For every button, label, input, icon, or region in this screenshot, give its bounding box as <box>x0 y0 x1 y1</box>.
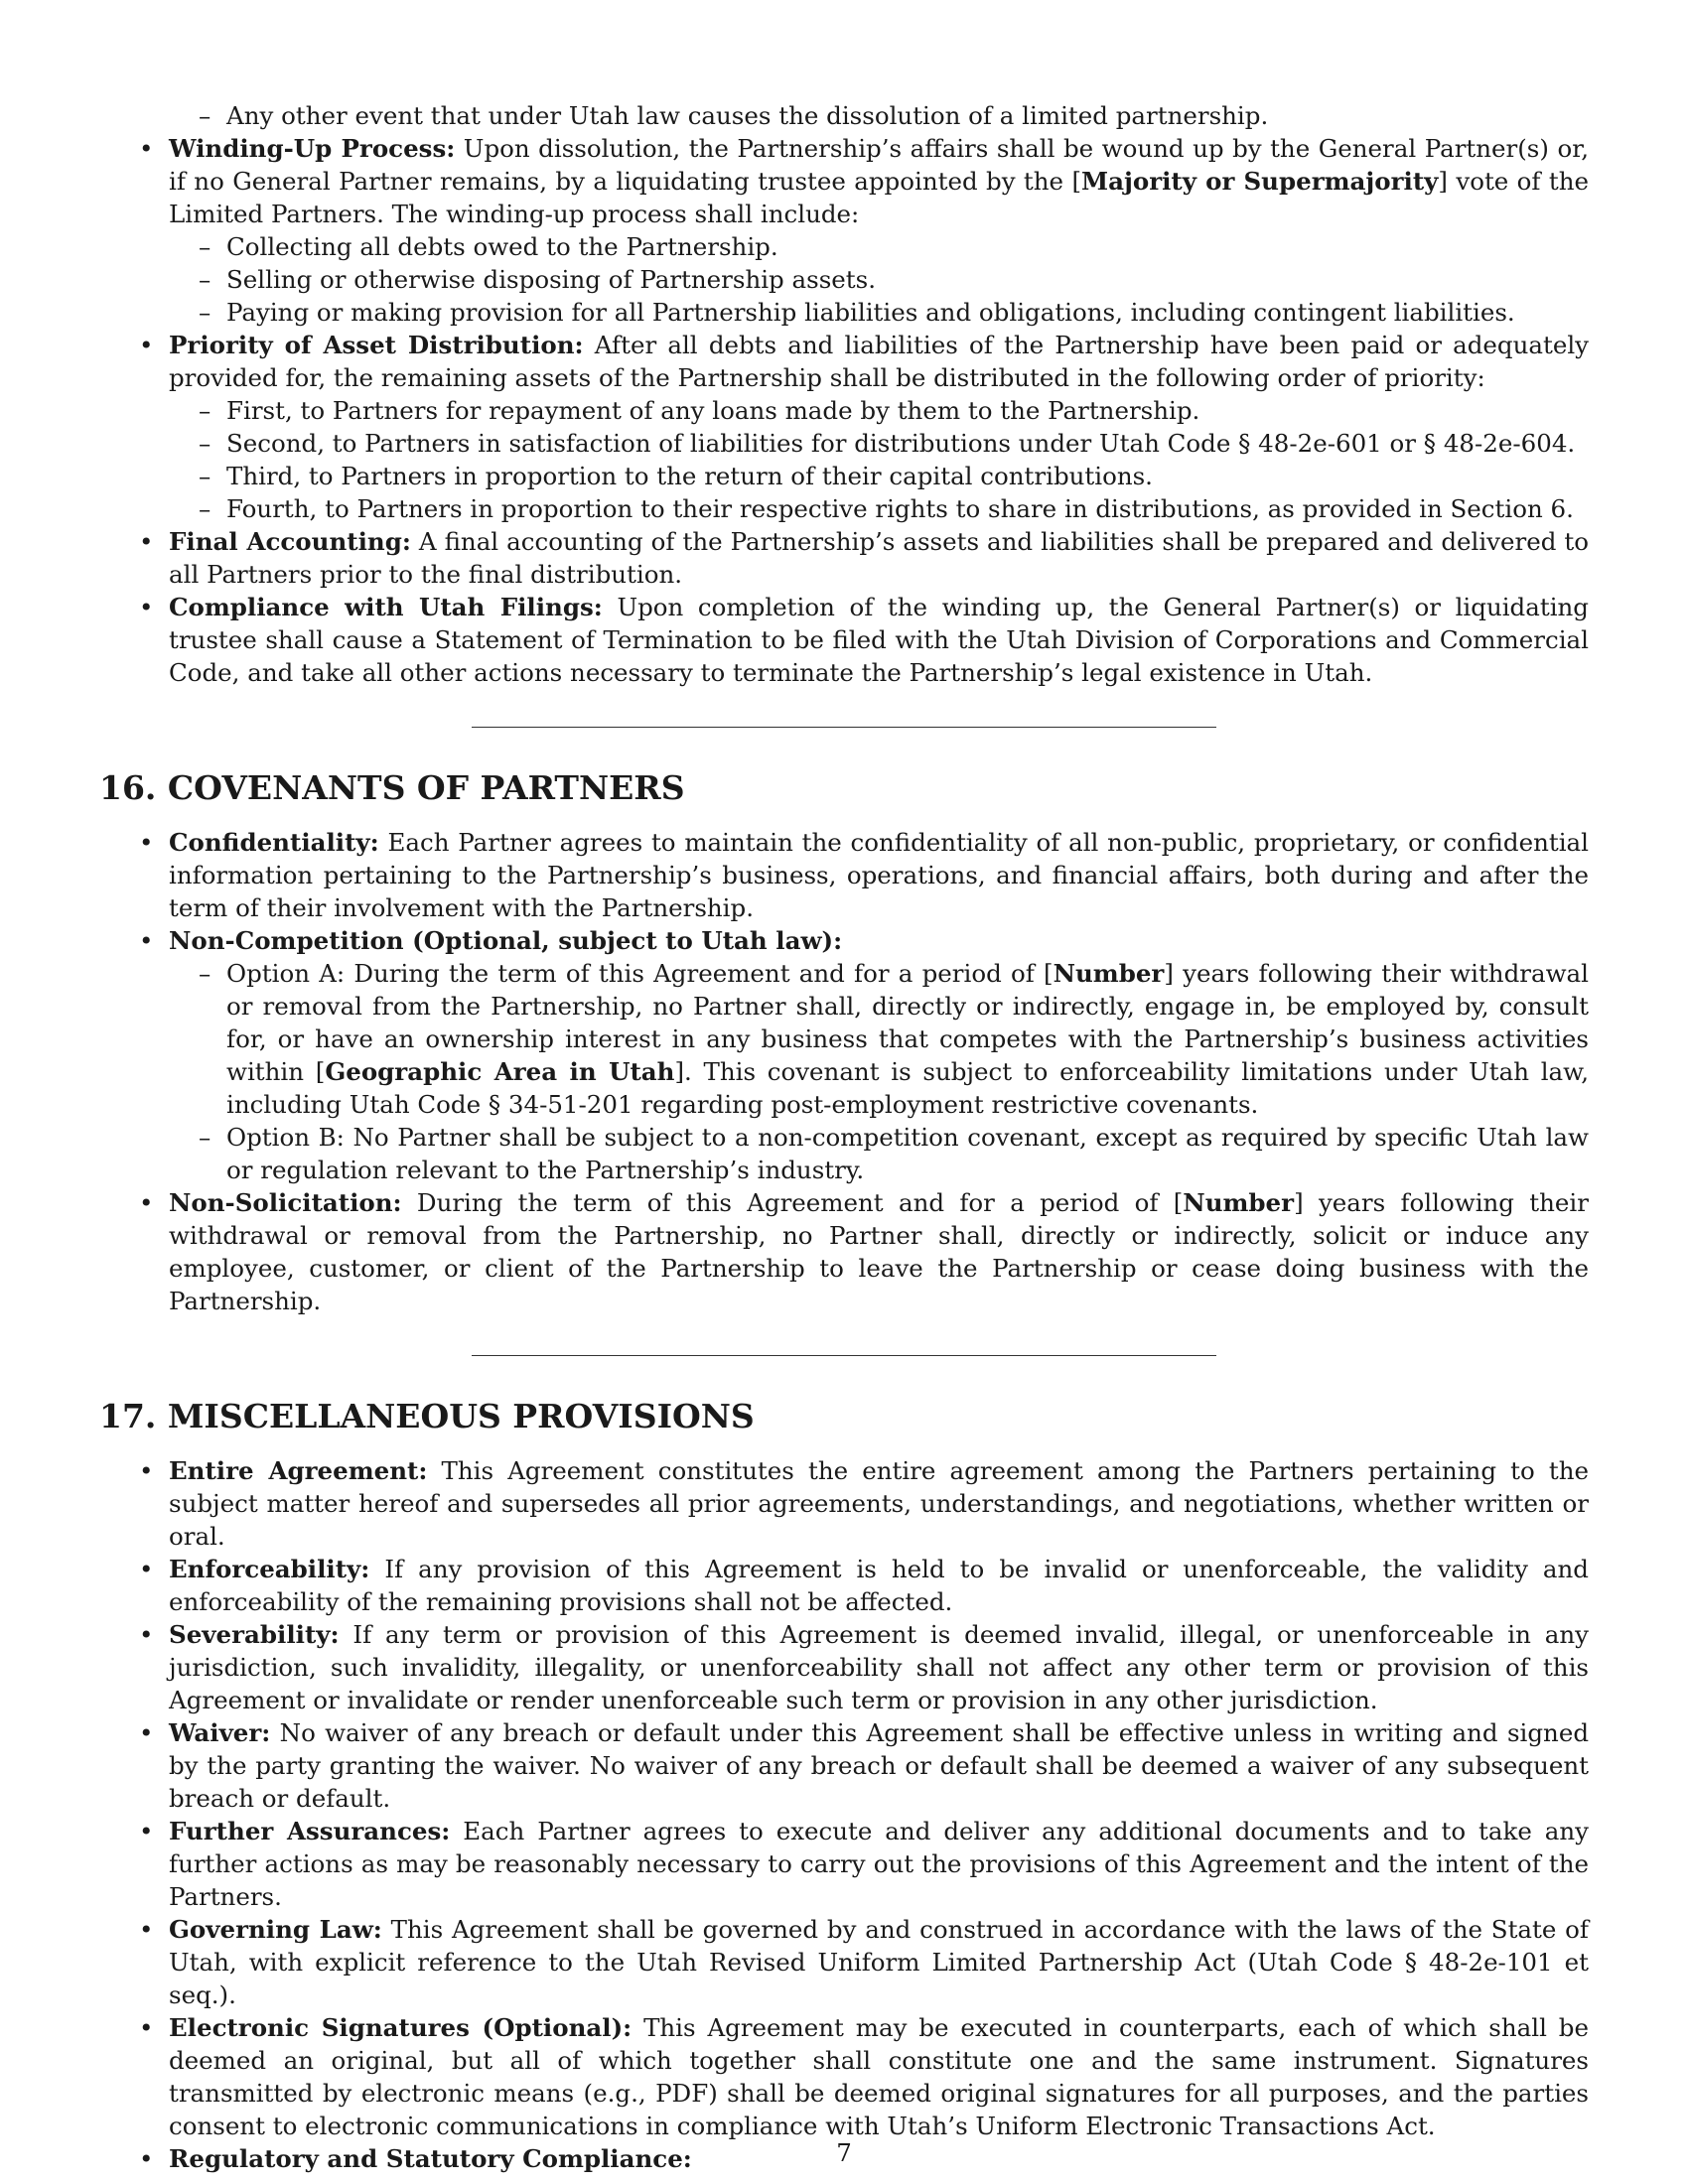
list-item-final-accounting: • Final Accounting: A final accounting of the Partnership’s assets and liabilities shall be prepared and delivered to all Partners prior to the final distribution. <box>99 525 1589 591</box>
list-item: – Third, to Partners in proportion to the return of their capital contributions. <box>169 460 1589 492</box>
list-item-waiver: • Waiver: No waiver of any breach or default under this Agreement shall be effective unless in writing and signed by the party granting the waiver. No waiver of any breach or default shall be deemed a waiver of any subsequent breach or default. <box>99 1716 1589 1815</box>
list-item: – Selling or otherwise disposing of Partnership assets. <box>169 263 1589 296</box>
item-label: Enforceability: <box>169 1555 370 1583</box>
item-label: Regulatory and Statutory Compliance: <box>169 2144 692 2173</box>
item-label: Compliance with Utah Filings: <box>169 593 603 621</box>
item-label: Further Assurances: <box>169 1817 451 1845</box>
list-item-option-b: – Option B: No Partner shall be subject to a non-competition covenant, except as required by specific Utah law or regulation relevant to the Partnership’s industry. <box>169 1121 1589 1186</box>
non-competition-options <box>169 957 1589 1186</box>
list-item-severability: • Severability: If any term or provision of this Agreement is deemed invalid, illegal, or unenforceable in any jurisdiction, such invalidity, illegality, or unenforceability shall not affect any other term or provision of this Agreement or invalidate or render unenforceable such term or provision in any other jurisdiction. <box>99 1618 1589 1716</box>
list-item-governing-law: • Governing Law: This Agreement shall be governed by and construed in accordance with the laws of the State of Utah, with explicit reference to the Utah Revised Uniform Limited Partnership Act (Utah Code § 48-2e-101 et seq.). <box>99 1913 1589 2011</box>
list-item-non-competition <box>99 924 1589 1186</box>
list-item: – Any other event that under Utah law causes the dissolution of a limited partnership. <box>99 99 1589 132</box>
list-item: – Collecting all debts owed to the Partnership. <box>169 230 1589 263</box>
section-16-list <box>99 826 1589 1317</box>
priority-order-list <box>169 394 1589 525</box>
list-item-confidentiality: • Confidentiality: Each Partner agrees to maintain the confidentiality of all non-public, proprietary, or confidential information pertaining to the Partnership’s business, operations, and financial affairs, both during and after the term of their involvement with the Partnership. <box>99 826 1589 924</box>
document-page <box>99 99 1589 2175</box>
list-item: – Fourth, to Partners in proportion to their respective rights to share in distributions, as provided in Section 6. <box>169 492 1589 525</box>
page-number: 7 <box>836 2138 852 2167</box>
item-label: Severability: <box>169 1620 340 1649</box>
list-item-winding-up: • Winding-Up Process: Upon dissolution, the Partnership’s affairs shall be wound up by the General Partner(s) or, if no General Partner remains, by a liquidating trustee appointed by the [Majority or Supermajority] vote of the Limited Partners. The winding-up process shall include: – Collecting all debts owed to the Partnership. – Selling or otherwise disposing of Partnership assets. – Paying or making provision for all Partnership liabilities and obligations, including contingent liabilities. <box>99 132 1589 329</box>
section-divider <box>472 1355 1216 1356</box>
item-label: Final Accounting: <box>169 527 411 556</box>
item-label: Entire Agreement: <box>169 1456 428 1485</box>
list-item-enforceability: • Enforceability: If any provision of this Agreement is held to be invalid or unenforceable, the validity and enforceability of the remaining provisions shall not be affected. <box>99 1553 1589 1618</box>
list-item: – Paying or making provision for all Partnership liabilities and obligations, including contingent liabilities. <box>169 296 1589 329</box>
item-label: Confidentiality: <box>169 828 379 857</box>
section-16-heading: 16. COVENANTS OF PARTNERS <box>99 768 685 807</box>
item-label: Non-Competition (Optional, subject to Utah law): <box>169 926 843 955</box>
section-17-list <box>99 1454 1589 2175</box>
section-divider <box>472 727 1216 728</box>
item-label: Waiver: <box>169 1718 271 1747</box>
list-item-utah-filings: • Compliance with Utah Filings: Upon completion of the winding up, the General Partner(s) or liquidating trustee shall cause a Statement of Termination to be filed with the Utah Division of Corporations and Commercial Code, and take all other actions necessary to terminate the Partnership’s legal existence in Utah. <box>99 591 1589 689</box>
dissolution-events-continued <box>99 99 1589 132</box>
item-label: Winding-Up Process: <box>169 134 456 163</box>
item-label: Electronic Signatures (Optional): <box>169 2013 633 2042</box>
winding-up-steps <box>169 230 1589 329</box>
item-label: Priority of Asset Distribution: <box>169 331 584 359</box>
list-item-electronic-signatures: • Electronic Signatures (Optional): This Agreement may be executed in counterparts, each of which shall be deemed an original, but all of which together shall constitute one and the same instrument. Signatures transmitted by electronic means (e.g., PDF) shall be deemed original signatures for all purposes, and the parties consent to electronic communications in compliance with Utah’s Uniform Electronic Transactions Act. <box>99 2011 1589 2142</box>
list-item-entire-agreement: • Entire Agreement: This Agreement constitutes the entire agreement among the Partners pertaining to the subject matter hereof and supersedes all prior agreements, understandings, and negotiations, whether written or oral. <box>99 1454 1589 1553</box>
list-item-non-solicitation: • Non-Solicitation: During the term of this Agreement and for a period of [Number] years following their withdrawal or removal from the Partnership, no Partner shall, directly or indirectly, solicit or induce any employee, customer, or client of the Partnership to leave the Partnership or cease doing business with the Partnership. <box>99 1186 1589 1317</box>
item-label: Non-Solicitation: <box>169 1188 402 1217</box>
list-item-option-a: – Option A: During the term of this Agreement and for a period of [Number] years following their withdrawal or removal from the Partnership, no Partner shall, directly or indirectly, engage in, be employed by, consult for, or have an ownership interest in any business that competes with the Partnership’s business activities within [Geographic Area in Utah]. This covenant is subject to enforceability limitations under Utah law, including Utah Code § 34-51-201 regarding post-employment restrictive covenants. <box>169 957 1589 1121</box>
section-17-heading: 17. MISCELLANEOUS PROVISIONS <box>99 1397 755 1435</box>
list-item-priority-distribution: • Priority of Asset Distribution: After all debts and liabilities of the Partnership have been paid or adequately provided for, the remaining assets of the Partnership shall be distributed in the following order of priority: – First, to Partners for repayment of any loans made by them to the Partnership. – Second, to Partners in satisfaction of liabilities for distributions under Utah Code § 48-2e-601 or § 48-2e-604. – Third, to Partners in proportion to the return of their capital contributions. – Fourth, to Partners in proportion to their respective rights to share in distributions, as provided in Section 6. <box>99 329 1589 525</box>
item-label: Governing Law: <box>169 1915 382 1944</box>
list-item-further-assurances: • Further Assurances: Each Partner agrees to execute and deliver any additional documents and to take any further actions as may be reasonably necessary to carry out the provisions of this Agreement and the intent of the Partners. <box>99 1815 1589 1913</box>
list-item: – Second, to Partners in satisfaction of liabilities for distributions under Utah Code § 48-2e-601 or § 48-2e-604. <box>169 427 1589 460</box>
list-item: – First, to Partners for repayment of any loans made by them to the Partnership. <box>169 394 1589 427</box>
section-15-list <box>99 132 1589 689</box>
